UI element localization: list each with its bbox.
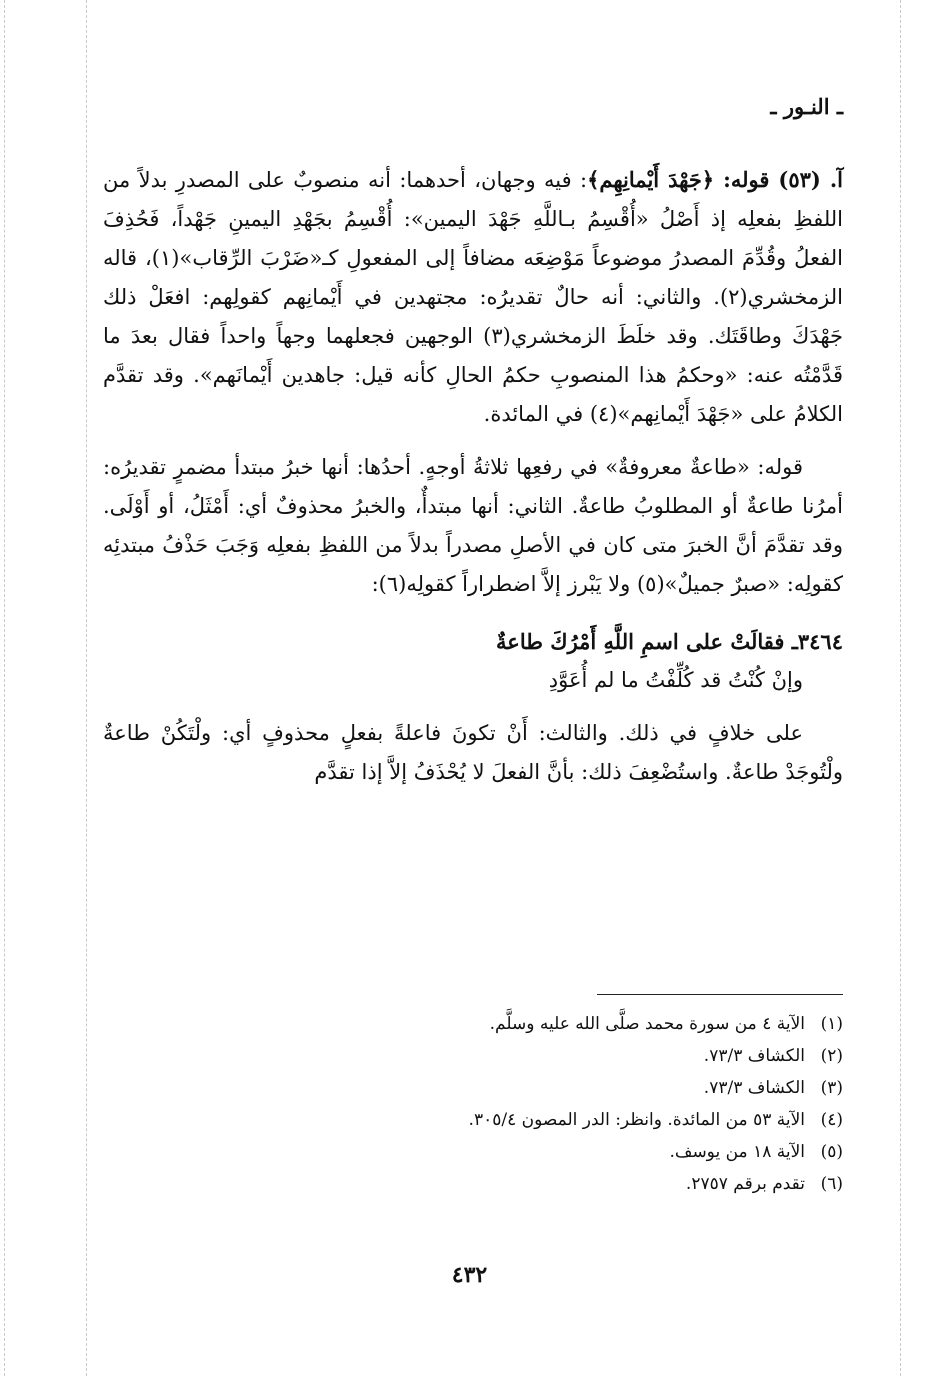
margin-guide-line bbox=[900, 0, 901, 1376]
running-header: ـ النـور ـ bbox=[770, 94, 843, 119]
footnote-separator bbox=[597, 994, 843, 995]
footnote-text: الكشاف ٧٣/٣. bbox=[703, 1046, 805, 1066]
footnote bbox=[103, 1104, 843, 1136]
quran-quote: ﴿جَهْدَ أَيْمانِهِم﴾ bbox=[587, 167, 715, 192]
verse-line-1 bbox=[103, 622, 843, 661]
footnote-text: الآية ١٨ من يوسف. bbox=[669, 1142, 805, 1162]
paragraph-3 bbox=[103, 714, 843, 792]
footnote-number: (٢) bbox=[820, 1046, 843, 1066]
footnote bbox=[103, 1008, 843, 1040]
footnote-number: (٣) bbox=[820, 1078, 843, 1098]
poetry-verse bbox=[103, 622, 843, 700]
footnote bbox=[103, 1072, 843, 1104]
footnote bbox=[103, 1168, 843, 1200]
footnote-text: الكشاف ٧٣/٣. bbox=[703, 1078, 805, 1098]
verse-reference: آ. (٥٣) قوله: bbox=[714, 167, 843, 192]
main-text bbox=[103, 160, 843, 806]
margin-guide-line bbox=[4, 0, 5, 1376]
paragraph-1 bbox=[103, 160, 843, 434]
paragraph-2 bbox=[103, 448, 843, 604]
paragraph-text: على خلافٍ في ذلك. والثالث: أَنْ تكونَ فاعلةً بفعلٍ محذوفٍ أي: ولْتَكُنْ طاعةٌ ولْتُوجَدْ طاعةٌ. واستُضْعِفَ ذلك: بأنَّ الفعلَ لا يُحْذَفُ إلاَّ إذا تقدَّم bbox=[103, 721, 843, 784]
verse-hemistich-1: فقالَتْ على اسمِ اللَّهِ أَمْرُكَ طاعةٌ bbox=[496, 629, 785, 654]
footnote bbox=[103, 1040, 843, 1072]
footnote bbox=[103, 1136, 843, 1168]
footnote-number: (٤) bbox=[820, 1110, 843, 1130]
verse-number: ٣٤٦٤ـ bbox=[791, 629, 843, 654]
page-number: ٤٣٢ bbox=[451, 1262, 488, 1288]
margin-guide-line bbox=[86, 0, 87, 1376]
paragraph-text: قوله: «طاعةٌ معروفةٌ» في رفعِها ثلاثةُ أوجهٍ. أحدُها: أنها خبرُ مبتدأ مضمرٍ تقديرُه: أمرُنا طاعةٌ أو المطلوبُ طاعةٌ. الثاني: أنها مبتدأٌ، والخبرُ محذوفٌ أي: أَمْثَلُ، أو أَوْلَى. وقد تقدَّمَ أنَّ الخبرَ متى كان في الأصلِ مصدراً بدلاً من اللفظِ بفعلِه وَجَبَ حَذْفُ مبتدئِه كقولِه: «صبرٌ جميلٌ»(٥) ولا يَبْرز إلاَّ اضطراراً كقولِه(٦): bbox=[103, 455, 843, 596]
verse-line-2: وإنْ كُنْتُ قد كُلِّفْتُ ما لم أُعَوَّدِ bbox=[548, 668, 803, 692]
footnote-text: الآية ٥٣ من المائدة. وانظر: الدر المصون ٣٠٥/٤. bbox=[468, 1110, 805, 1130]
footnote-number: (٥) bbox=[820, 1142, 843, 1162]
footnote-text: الآية ٤ من سورة محمد صلَّى الله عليه وسلَّم. bbox=[489, 1014, 805, 1034]
footnotes bbox=[103, 1008, 843, 1200]
paragraph-text: : فيه وجهان، أحدهما: أنه منصوبٌ على المصدرِ بدلاً من اللفظِ بفعلِه إذ أَصْلُ «أُقْسِمُ بـاللَّهِ جَهْدَ اليمين»: أُقْسِمُ بجَهْدِ اليمينِ جَهْداً، فَحُذِفَ الفعلُ وقُدِّمَ المصدرُ موضوعاً مَوْضِعَه مضافاً إلى المفعولِ كـ«ضَرْبَ الرِّقاب»(١)، قاله الزمخشري(٢). والثاني: أنه حالٌ تقديرُه: مجتهدين في أَيْمانِهم كقولِهم: افعَلْ ذلك جَهْدَكَ وطاقَتَك. وقد خلَطَ الزمخشري(٣) الوجهين فجعلهما وجهاً واحداً فقال بعدَ ما قَدَّمْتُه عنه: «وحكمُ هذا المنصوبِ حكمُ الحالِ كأنه قيل: جاهدين أَيْمانَهم». وقد تقدَّم الكلامُ على «جَهْدَ أَيْمانِهم»(٤) في المائدة. bbox=[103, 168, 843, 426]
footnote-number: (١) bbox=[820, 1014, 843, 1034]
footnote-text: تقدم برقم ٢٧٥٧. bbox=[685, 1174, 805, 1194]
footnote-number: (٦) bbox=[820, 1174, 843, 1194]
